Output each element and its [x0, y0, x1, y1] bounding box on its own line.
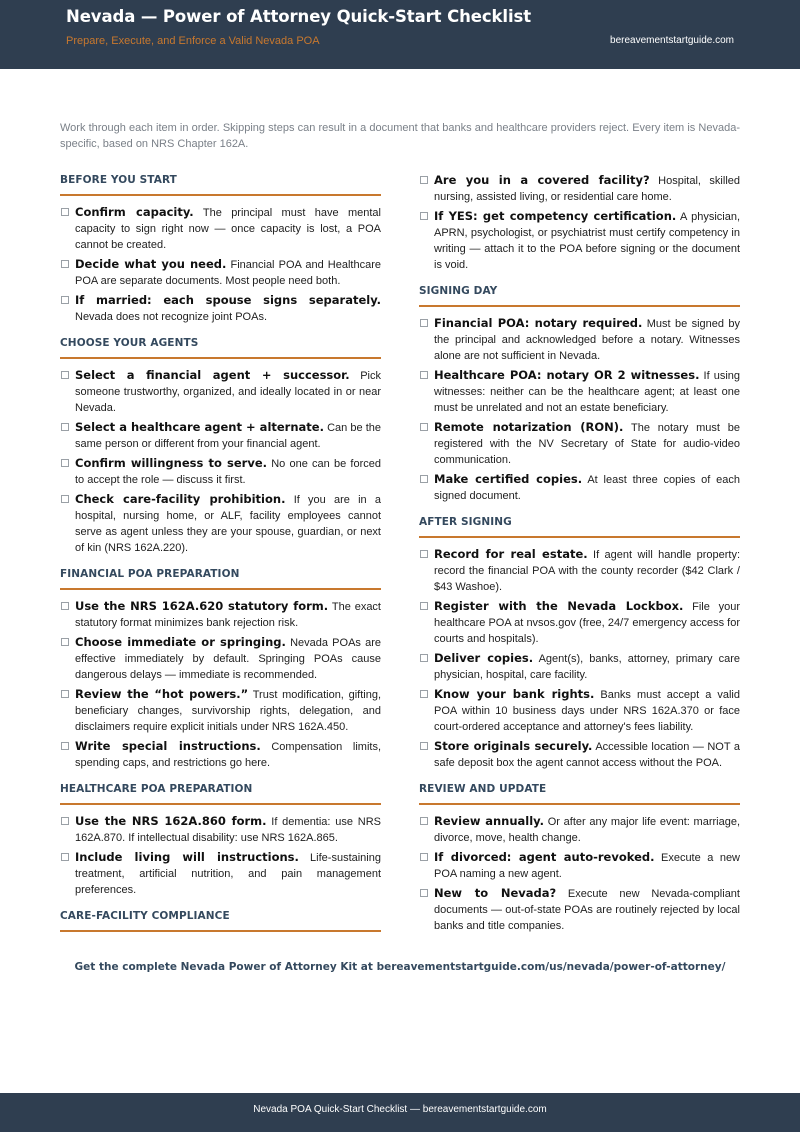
checkbox[interactable]: [61, 853, 69, 861]
section-signing-day: [419, 283, 740, 504]
section-heading: CARE-FACILITY COMPLIANCE: [60, 908, 381, 932]
checklist-item-label: Deliver copies.: [434, 651, 534, 665]
footer-text: Nevada POA Quick-Start Checklist — bereavementstartguide.com: [253, 1104, 547, 1115]
section-care-facility-compliance: [60, 908, 381, 932]
checklist-item-label: New to Nevada?: [434, 886, 557, 900]
checklist-item-text: Execute a new POA naming a new agent.: [434, 852, 741, 880]
checklist-item-label: Check care-facility prohibition.: [75, 492, 286, 506]
checkbox[interactable]: [420, 423, 428, 431]
checklist-item: [419, 367, 740, 416]
checklist-item-text: Or after any major life event: marriage, divorce, move, health change.: [434, 816, 741, 844]
checklist-item: [419, 471, 740, 504]
checklist-item-label: Use the NRS 162A.620 statutory form.: [75, 599, 329, 613]
checklist-item-text: Agent(s), banks, attorney, primary care physician, hospital, care facility.: [434, 653, 740, 681]
checklist-item-label: Use the NRS 162A.860 form.: [75, 814, 267, 828]
section-before-you-start: [60, 172, 381, 325]
checklist-item: [60, 849, 381, 898]
checkbox[interactable]: [420, 889, 428, 897]
page-subtitle: Prepare, Execute, and Enforce a Valid Nevada POA: [66, 35, 320, 47]
checklist-item-label: Review annually.: [434, 814, 544, 828]
checklist-item-label: If married: each spouse signs separately.: [75, 293, 381, 307]
checklist-item: [60, 491, 381, 556]
checklist-item-label: Decide what you need.: [75, 257, 227, 271]
checklist-item: [419, 813, 740, 846]
checklist-item-label: Confirm willingness to serve.: [75, 456, 268, 470]
checklist-item: [419, 172, 740, 205]
checkbox[interactable]: [420, 817, 428, 825]
checklist-item: [419, 686, 740, 735]
checklist-item-label: If YES: get competency certification.: [434, 209, 677, 223]
checklist-item-text: Financial POA and Healthcare POA are separate documents. Most people need both.: [75, 259, 382, 287]
checklist-item: [419, 315, 740, 364]
checklist-item-label: Write special instructions.: [75, 739, 261, 753]
checklist-item-text: Banks must accept a valid POA within 10 business days under NRS 162A.370 or face court-ordered acceptance and attorney's fees liability.: [434, 689, 740, 733]
checkbox[interactable]: [420, 690, 428, 698]
checklist-item: [60, 598, 381, 631]
checklist-item: [60, 204, 381, 253]
checklist-item: [60, 292, 381, 325]
checklist-item-label: Choose immediate or springing.: [75, 635, 286, 649]
checkbox[interactable]: [61, 260, 69, 268]
checkbox[interactable]: [420, 475, 428, 483]
checkbox[interactable]: [61, 371, 69, 379]
checklist-item-text: Accessible location — NOT a safe deposit box the agent cannot access without the POA.: [434, 741, 741, 769]
checklist-item-text: A physician, APRN, psychologist, or psychiatrist must certify competency in writing — attach it to the POA before signing or the document is void.: [434, 211, 740, 271]
checklist-item-text: Hospital, skilled nursing, assisted living, or residential care home.: [434, 175, 741, 203]
checklist-item-text: The notary must be registered with the NV Secretary of State for audio-video communication.: [434, 422, 741, 466]
section-heading: AFTER SIGNING: [419, 514, 740, 538]
checklist-item-text: Nevada does not recognize joint POAs.: [75, 311, 268, 323]
checklist-item-label: Include living will instructions.: [75, 850, 299, 864]
section-review-and-update: [419, 781, 740, 934]
checklist-item-label: Know your bank rights.: [434, 687, 595, 701]
checklist-item-text: File your healthcare POA at nvsos.gov (free, 24/7 emergency access for courts and hospitals).: [434, 601, 740, 645]
checklist-item-label: Record for real estate.: [434, 547, 588, 561]
checkbox[interactable]: [420, 371, 428, 379]
checklist-item: [60, 634, 381, 683]
checklist-item: [419, 849, 740, 882]
checkbox[interactable]: [420, 742, 428, 750]
checkbox[interactable]: [61, 602, 69, 610]
checkbox[interactable]: [420, 853, 428, 861]
right-column: [419, 172, 740, 944]
section-heading: BEFORE YOU START: [60, 172, 381, 196]
checklist-item-text: At least three copies of each signed document.: [434, 474, 741, 502]
section-continued: [419, 172, 740, 273]
checklist-item-label: Make certified copies.: [434, 472, 583, 486]
checklist-item: [60, 813, 381, 846]
checklist-item: [419, 650, 740, 683]
section-heading: FINANCIAL POA PREPARATION: [60, 566, 381, 590]
checklist-item: [419, 419, 740, 468]
checklist-item-text: If agent will handle property: record the financial POA with the county recorder ($42 Clark / $43 Washoe).: [434, 549, 740, 593]
checklist-item-text: Life-sustaining treatment, artificial nutrition, and pain management preferences.: [75, 852, 381, 896]
checklist-item-label: Healthcare POA: notary OR 2 witnesses.: [434, 368, 700, 382]
checklist-item-text: Nevada POAs are effective immediately by default. Springing POAs cause dangerous delays — immediate is recommended.: [75, 637, 381, 681]
section-healthcare-poa-preparation: [60, 781, 381, 898]
checklist-item-text: If using witnesses: neither can be the healthcare agent; at least one must be unrelated and not an estate beneficiary.: [434, 370, 741, 414]
checkbox[interactable]: [61, 742, 69, 750]
checklist-item-label: Store originals securely.: [434, 739, 593, 753]
checkbox[interactable]: [61, 690, 69, 698]
checklist-item-label: Register with the Nevada Lockbox.: [434, 599, 684, 613]
section-heading: HEALTHCARE POA PREPARATION: [60, 781, 381, 805]
page-footer: [0, 1093, 800, 1132]
checkbox[interactable]: [61, 459, 69, 467]
checklist-item: [60, 419, 381, 452]
checkbox[interactable]: [61, 296, 69, 304]
checklist-item-text: No one can be forced to accept the role — discuss it first.: [75, 458, 381, 486]
section-after-signing: [419, 514, 740, 771]
checklist-item: [419, 738, 740, 771]
checklist-item-text: If dementia: use NRS 162A.870. If intellectual disability: use NRS 162A.865.: [75, 816, 381, 844]
checkbox[interactable]: [61, 495, 69, 503]
checkbox[interactable]: [61, 638, 69, 646]
checklist-item: [60, 256, 381, 289]
checklist-item-text: Pick someone trustworthy, organized, and ideally located in or near Nevada.: [75, 370, 381, 414]
checklist-item-label: Select a financial agent + successor.: [75, 368, 350, 382]
checkbox[interactable]: [420, 319, 428, 327]
checkbox[interactable]: [61, 423, 69, 431]
checkbox[interactable]: [61, 208, 69, 216]
intro-text: Work through each item in order. Skipping steps can result in a document that banks and healthcare providers reject. Every item is Nevada-specific, based on NRS Chapter 162A.: [60, 122, 740, 150]
checklist-item-label: Review the “hot powers.”: [75, 687, 249, 701]
checklist-item-label: Are you in a covered facility?: [434, 173, 650, 187]
section-heading: SIGNING DAY: [419, 283, 740, 307]
checklist-item-label: Financial POA: notary required.: [434, 316, 643, 330]
section-choose-your-agents: [60, 335, 381, 556]
left-column: [60, 172, 381, 942]
checklist-item-text: Execute new Nevada-compliant documents — out-of-state POAs are routinely rejected by local banks and title companies.: [434, 888, 740, 932]
checklist-item: [419, 598, 740, 647]
checklist-item: [419, 885, 740, 934]
checkbox[interactable]: [420, 550, 428, 558]
section-heading: REVIEW AND UPDATE: [419, 781, 740, 805]
checklist-item: [60, 686, 381, 735]
checklist-item-text: If you are in a hospital, nursing home, or ALF, facility employees cannot serve as agent unless they are your spouse, guardian, or next of kin (NRS 162A.220).: [75, 494, 381, 554]
checkbox[interactable]: [420, 654, 428, 662]
checklist-item-text: Can be the same person or different from your financial agent.: [75, 422, 381, 450]
checklist-item: [60, 738, 381, 771]
section-heading: CHOOSE YOUR AGENTS: [60, 335, 381, 359]
checkbox[interactable]: [420, 602, 428, 610]
checklist-item: [419, 208, 740, 273]
checklist-item-text: Trust modification, gifting, beneficiary changes, survivorship rights, delegation, and disclaimers require explicit initials under NRS 162A.450.: [75, 689, 382, 733]
kit-link[interactable]: Get the complete Nevada Power of Attorney Kit at bereavementstartguide.com/us/nevada/power-of-attorney/: [74, 961, 726, 973]
checklist-item-text: The exact statutory format minimizes bank rejection risk.: [75, 601, 381, 629]
checklist-item-text: Must be signed by the principal and acknowledged before a notary. Witnesses alone are not sufficient in Nevada.: [434, 318, 740, 362]
checklist-item-label: If divorced: agent auto-revoked.: [434, 850, 655, 864]
checklist-item: [60, 455, 381, 488]
checkbox[interactable]: [420, 212, 428, 220]
header-site-link[interactable]: bereavementstartguide.com: [610, 35, 734, 46]
section-financial-poa-preparation: [60, 566, 381, 771]
page-title: Nevada — Power of Attorney Quick-Start Checklist: [66, 7, 532, 26]
checklist-item: [419, 546, 740, 595]
checklist-item-text: Compensation limits, spending caps, and restrictions go here.: [75, 741, 382, 769]
checklist-item-label: Remote notarization (RON).: [434, 420, 624, 434]
checklist-item: [60, 367, 381, 416]
checkbox[interactable]: [420, 176, 428, 184]
checklist-item-label: Confirm capacity.: [75, 205, 194, 219]
checklist-item-text: The principal must have mental capacity to sign right now — once capacity is lost, a POA cannot be created.: [75, 207, 381, 251]
checkbox[interactable]: [61, 817, 69, 825]
checklist-item-label: Select a healthcare agent + alternate.: [75, 420, 324, 434]
page-header: [0, 0, 800, 69]
